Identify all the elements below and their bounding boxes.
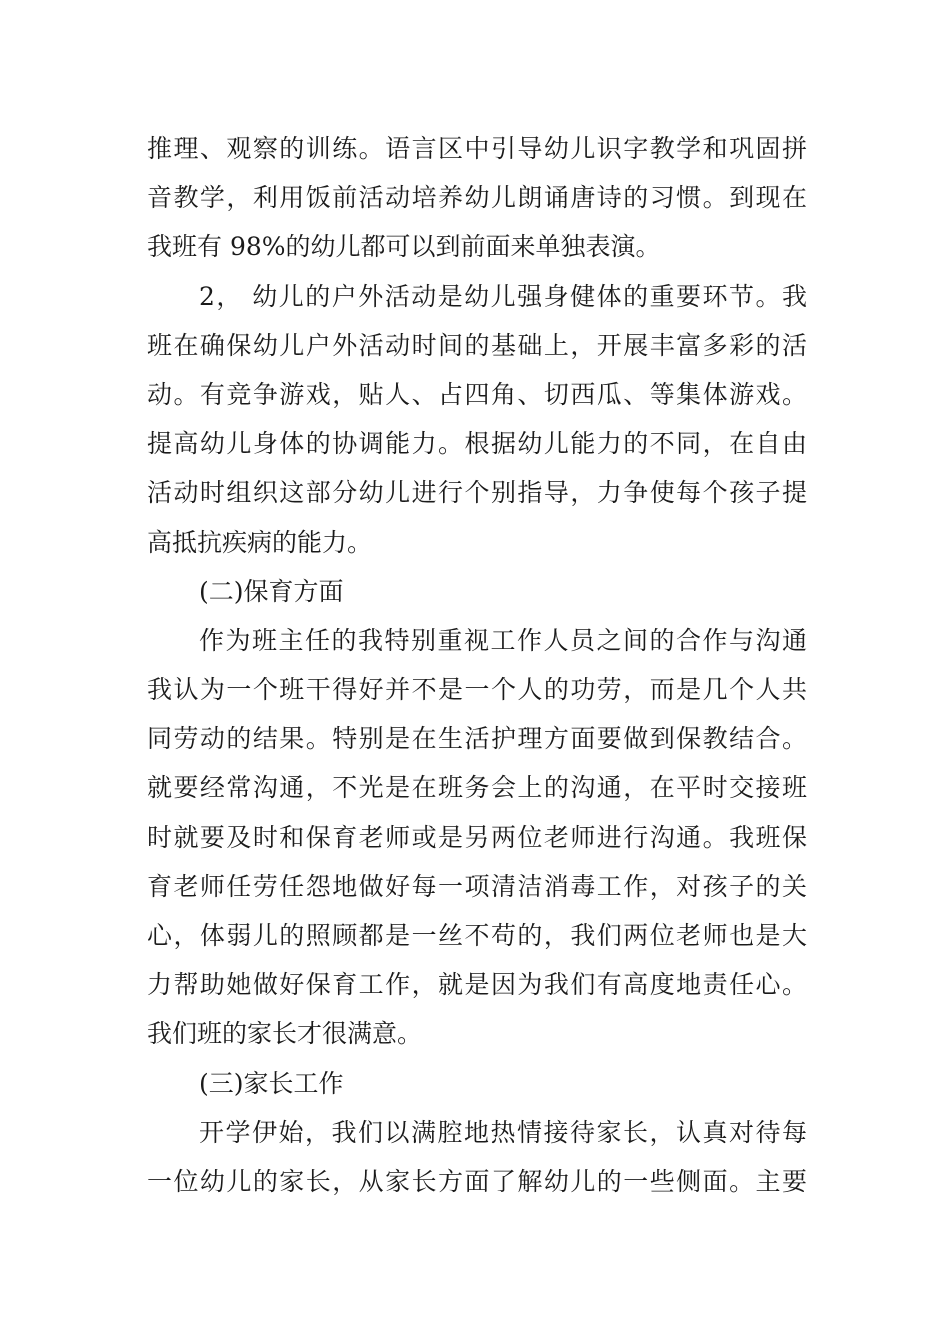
text-line: 动。有竞争游戏，贴人、占四角、切西瓜、等集体游戏。 (147, 379, 807, 409)
text-line: 作为班主任的我特别重视工作人员之间的合作与沟通 (199, 625, 807, 655)
text-line: 推理、观察的训练。语言区中引导幼儿识字教学和巩固拼 (147, 134, 807, 163)
text-line: 开学伊始，我们以满腔地热情接待家长，认真对待每 (199, 1117, 807, 1147)
text-line: 育老师任劳任怨地做好每一项清洁消毒工作，对孩子的关 (147, 871, 807, 901)
section-heading: (二)保育方面 (199, 576, 344, 606)
text-line: 高抵抗疾病的能力。 (147, 527, 373, 557)
text-line: 一位幼儿的家长，从家长方面了解幼儿的一些侧面。主要 (147, 1166, 807, 1196)
text-line: 我们班的家长才很满意。 (147, 1019, 423, 1049)
text-line: 心，体弱儿的照顾都是一丝不苟的，我们两位老师也是大 (147, 921, 807, 950)
document-body (147, 124, 807, 1206)
text-line: 我班有 98%的幼儿都可以到前面来单独表演。 (147, 232, 661, 262)
text-line: 就要经常沟通，不光是在班务会上的沟通，在平时交接班 (147, 773, 807, 803)
text-line: 音教学，利用饭前活动培养幼儿朗诵唐诗的习惯。到现在 (147, 183, 807, 213)
text-line: 我认为一个班干得好并不是一个人的功劳，而是几个人共 (147, 675, 807, 705)
text-line: 时就要及时和保育老师或是另两位老师进行沟通。我班保 (147, 822, 807, 852)
text-line: 活动时组织这部分幼儿进行个别指导，力争使每个孩子提 (147, 478, 807, 508)
text-line: 力帮助她做好保育工作，就是因为我们有高度地责任心。 (147, 970, 807, 1000)
section-heading: (三)家长工作 (199, 1068, 344, 1098)
text-line: 提高幼儿身体的协调能力。根据幼儿能力的不同，在自由 (147, 429, 807, 459)
text-line: 班在确保幼儿户外活动时间的基础上，开展丰富多彩的活 (147, 330, 807, 360)
text-line: 同劳动的结果。特别是在生活护理方面要做到保教结合。 (147, 724, 807, 754)
text-line: 2， 幼儿的户外活动是幼儿强身健体的重要环节。我 (199, 281, 807, 311)
